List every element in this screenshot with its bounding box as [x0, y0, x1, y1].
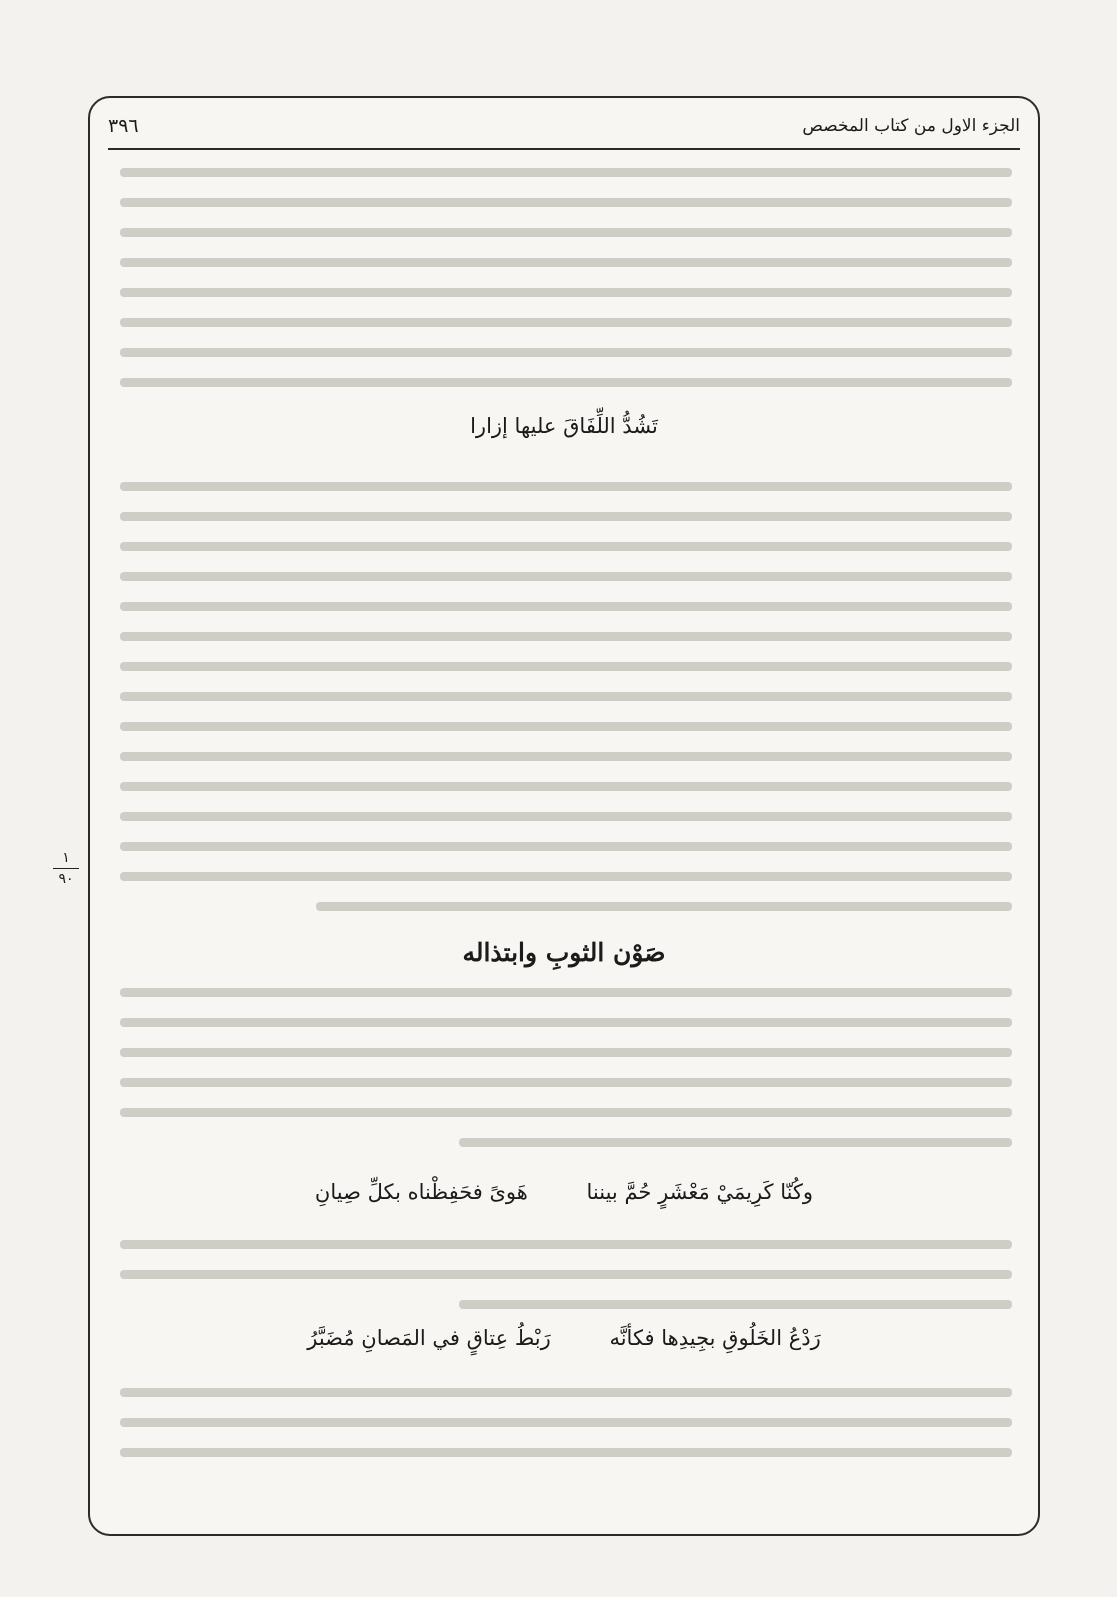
verse-2-second-hemistich: هَوىً فحَفِظْناه بكلِّ صِيانِ — [314, 1180, 528, 1204]
verse-3-second-hemistich: رَبْطُ عِتاقٍ في المَصانِ مُضَبَّرُ — [307, 1326, 551, 1350]
margin-note-bottom: ٩٠ — [58, 871, 74, 887]
margin-folio-note — [50, 850, 82, 887]
verse-2-first-hemistich: وكُنّا كَرِيمَيْ مَعْشَرٍ حُمَّ بيننا — [586, 1180, 814, 1204]
paragraph-block-3 — [120, 988, 1012, 1147]
paragraph-block-5 — [120, 1388, 1012, 1457]
page-number: ٣٩٦ — [108, 115, 139, 137]
document-page — [58, 96, 1040, 1536]
page-header — [108, 104, 1020, 150]
margin-note-top: ١ — [62, 850, 70, 866]
paragraph-block-1 — [120, 168, 1012, 387]
section-heading: صَوْن الثوبِ وابتذاله — [462, 938, 666, 967]
verse-3-first-hemistich: رَدْعُ الخَلُوقِ بجِيدِها فكأنَّه — [609, 1326, 821, 1350]
paragraph-block-2 — [120, 482, 1012, 911]
verse-line-2 — [150, 1180, 978, 1204]
running-title: الجزء الاول من كتاب المخصص — [802, 116, 1020, 136]
paragraph-block-4 — [120, 1240, 1012, 1309]
verse-line-3 — [150, 1326, 978, 1350]
verse-line-1: تَشُدُّ اللِّفَاقَ عليها إزارا — [470, 414, 658, 438]
